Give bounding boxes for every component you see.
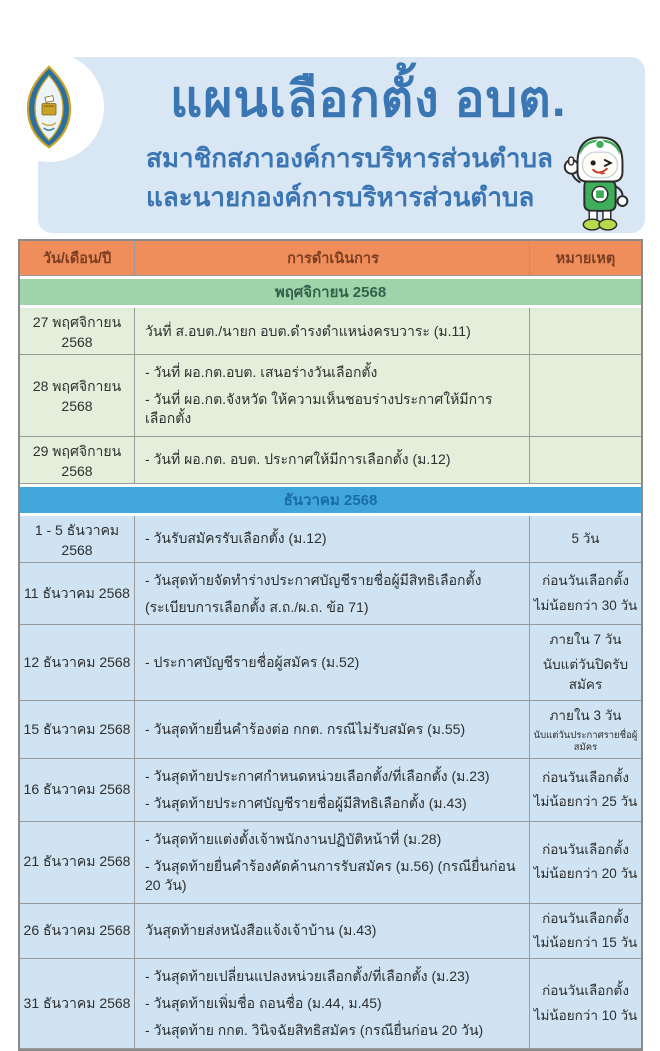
month-section-bar-2: ธันวาคม 2568	[20, 484, 641, 516]
remark-line: ไม่น้อยกว่า 10 วัน	[533, 1007, 638, 1023]
table-row	[20, 355, 641, 437]
table-row	[20, 822, 641, 904]
poster-subtitle-line2: และนายกองค์การบริหารส่วนตำบล	[146, 181, 535, 212]
action-cell	[135, 759, 530, 822]
date-cell: 12 ธันวาคม 2568	[20, 625, 135, 701]
date-cell: 31 ธันวาคม 2568	[20, 959, 135, 1049]
ect-mascot-icon	[555, 131, 643, 235]
date-cell: 16 ธันวาคม 2568	[20, 759, 135, 822]
date-cell: 1 - 5 ธันวาคม 2568	[20, 516, 135, 563]
action-cell	[135, 563, 530, 626]
remark-cell	[530, 759, 641, 822]
poster-subtitle-line1: สมาชิกสภาองค์การบริหารส่วนตำบล	[146, 142, 553, 173]
date-cell: 15 ธันวาคม 2568	[20, 701, 135, 759]
remark-line: ก่อนวันเลือกตั้ง	[542, 842, 629, 858]
action-line: - วันที่ ผอ.กต.จังหวัด ให้ความเห็นชอบร่างประกาศให้มีการเลือกตั้ง	[145, 390, 493, 426]
remark-line: ก่อนวันเลือกตั้ง	[542, 910, 629, 926]
remark-cell	[530, 516, 641, 563]
action-line: วันสุดท้ายส่งหนังสือแจ้งเจ้าบ้าน (ม.43)	[145, 922, 377, 939]
month-section-bar-1: พฤศจิกายน 2568	[20, 276, 641, 308]
header-text-block	[146, 61, 616, 217]
action-cell	[135, 959, 530, 1049]
column-header-action: การดำเนินการ	[135, 241, 530, 276]
remark-line: ก่อนวันเลือกตั้ง	[542, 573, 629, 589]
action-line: - วันสุดท้ายยื่นคำร้องคัดค้านการรับสมัคร (ม.56) (กรณียื่นก่อน 20 วัน)	[145, 857, 516, 893]
action-cell	[135, 437, 530, 484]
poster-title: แผนเลือกตั้ง อบต.	[170, 71, 567, 127]
table-row	[20, 437, 641, 484]
table-row	[20, 308, 641, 355]
remark-cell	[530, 904, 641, 960]
action-line: - ประกาศบัญชีรายชื่อผู้สมัคร (ม.52)	[145, 654, 360, 671]
table-row	[20, 904, 641, 960]
action-cell	[135, 822, 530, 904]
action-cell	[135, 355, 530, 437]
action-cell	[135, 308, 530, 355]
date-cell: 29 พฤศจิกายน 2568	[20, 437, 135, 484]
header-banner	[38, 57, 645, 233]
action-line: - วันสุดท้ายเปลี่ยนแปลงหน่วยเลือกตั้ง/ที่เลือกตั้ง (ม.23)	[145, 968, 470, 985]
remark-line: นับแต่วันประกาศรายชื่อผู้สมัคร	[533, 730, 638, 753]
remark-line: นับแต่วันปิดรับสมัคร	[542, 656, 629, 692]
remark-line: ไม่น้อยกว่า 25 วัน	[533, 794, 638, 810]
table-row	[20, 516, 641, 563]
action-line: - วันสุดท้ายแต่งตั้งเจ้าพนักงานปฏิบัติหน้าที่ (ม.28)	[145, 831, 442, 848]
table-row	[20, 701, 641, 759]
remark-line: ภายใน 7 วัน	[549, 632, 622, 648]
action-line: วันที่ ส.อบต./นายก อบต.ดำรงตำแหน่งครบวาระ (ม.11)	[145, 322, 471, 339]
action-cell	[135, 701, 530, 759]
remark-cell	[530, 355, 641, 437]
remark-cell	[530, 822, 641, 904]
remark-cell	[530, 625, 641, 701]
action-line: - วันสุดท้ายยื่นคำร้องต่อ กกต. กรณีไม่รับสมัคร (ม.55)	[145, 721, 466, 738]
remark-line: ไม่น้อยกว่า 30 วัน	[533, 597, 638, 613]
action-line: - วันสุดท้ายเพิ่มชื่อ ถอนชื่อ (ม.44, ม.45)	[145, 995, 382, 1012]
remark-line: ภายใน 3 วัน	[549, 708, 622, 724]
action-line: - วันสุดท้ายประกาศบัญชีรายชื่อผู้มีสิทธิเลือกตั้ง (ม.43)	[145, 795, 467, 812]
table-row	[20, 625, 641, 701]
action-line: - วันที่ ผอ.กต. อบต. ประกาศให้มีการเลือกตั้ง (ม.12)	[145, 451, 451, 468]
action-line: - วันสุดท้ายจัดทำร่างประกาศบัญชีรายชื่อผู้มีสิทธิเลือกตั้ง	[145, 571, 482, 588]
action-line: - วันสุดท้าย กกต. วินิจฉัยสิทธิสมัคร (กรณียื่นก่อน 20 วัน)	[145, 1021, 484, 1038]
action-line: (ระเบียบการเลือกตั้ง ส.ถ./ผ.ถ. ข้อ 71)	[145, 598, 369, 615]
action-line: - วันรับสมัครรับเลือกตั้ง (ม.12)	[145, 530, 327, 547]
remark-line: 5 วัน	[571, 530, 600, 546]
remark-line: ก่อนวันเลือกตั้ง	[542, 769, 629, 785]
remark-cell	[530, 563, 641, 626]
action-line: - วันที่ ผอ.กต.อบต. เสนอร่างวันเลือกตั้ง	[145, 364, 378, 380]
column-header-date: วัน/เดือน/ปี	[20, 241, 135, 276]
remark-cell	[530, 437, 641, 484]
remark-line: ไม่น้อยกว่า 20 วัน	[533, 866, 638, 882]
remark-line: ก่อนวันเลือกตั้ง	[542, 983, 629, 999]
remark-cell	[530, 308, 641, 355]
schedule-table-body	[20, 276, 641, 1049]
date-cell: 26 ธันวาคม 2568	[20, 904, 135, 960]
table-row	[20, 759, 641, 822]
remark-cell	[530, 701, 641, 759]
date-cell: 27 พฤศจิกายน 2568	[20, 308, 135, 355]
action-line: - วันสุดท้ายประกาศกำหนดหน่วยเลือกตั้ง/ที่เลือกตั้ง (ม.23)	[145, 768, 490, 785]
action-cell	[135, 625, 530, 701]
column-header-remark: หมายเหตุ	[530, 241, 641, 276]
remark-line: ไม่น้อยกว่า 15 วัน	[533, 934, 638, 950]
action-cell	[135, 516, 530, 563]
schedule-table	[18, 239, 643, 1051]
date-cell: 28 พฤศจิกายน 2568	[20, 355, 135, 437]
table-row	[20, 563, 641, 626]
remark-cell	[530, 959, 641, 1049]
date-cell: 11 ธันวาคม 2568	[20, 563, 135, 626]
table-header-row	[20, 241, 641, 276]
action-cell	[135, 904, 530, 960]
date-cell: 21 ธันวาคม 2568	[20, 822, 135, 904]
table-row	[20, 959, 641, 1049]
